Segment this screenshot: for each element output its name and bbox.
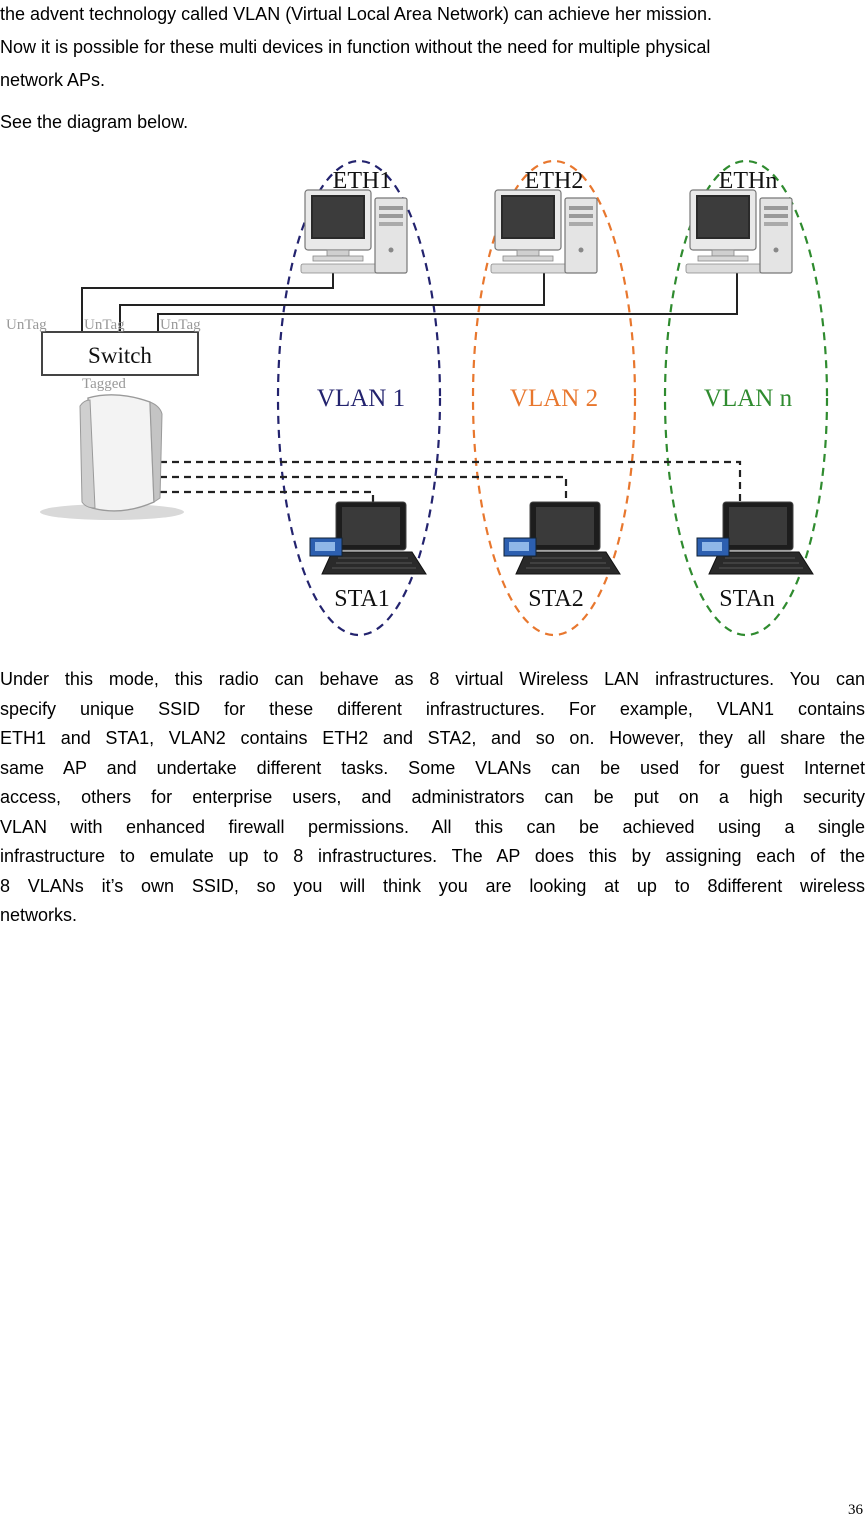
stan-laptop-icon — [697, 502, 813, 574]
sta2-label: STA2 — [528, 586, 584, 612]
body-line: networks. — [0, 905, 78, 925]
body-paragraph — [0, 665, 865, 931]
eth1-computer-icon — [301, 190, 407, 273]
stan-label: STAn — [719, 586, 775, 612]
body-line: access, others for enterprise users, and administrators can be put on a high security — [0, 787, 865, 807]
page-number: 36 — [848, 1502, 863, 1518]
wireless-links — [160, 462, 740, 502]
untag-label-2: UnTag — [84, 317, 125, 333]
intro-line-3: network APs. — [0, 70, 106, 90]
access-point-icon — [40, 395, 184, 520]
tagged-label: Tagged — [82, 376, 126, 392]
ethn-label: ETHn — [718, 168, 778, 194]
vlan2-label: VLAN 2 — [509, 385, 599, 412]
switch-label: Switch — [88, 343, 152, 368]
intro-line-1: the advent technology called VLAN (Virtual Local Area Network) can achieve her mission. — [0, 4, 713, 24]
ethn-computer-icon — [686, 190, 792, 273]
sta1-label: STA1 — [334, 586, 390, 612]
body-line: Under this mode, this radio can behave as 8 virtual Wireless LAN infrastructures. You can — [0, 669, 865, 689]
untag-label-1: UnTag — [6, 317, 47, 333]
eth2-computer-icon — [491, 190, 597, 273]
intro-line-2: Now it is possible for these multi devices in function without the need for multiple physical — [0, 37, 711, 57]
sta2-laptop-icon — [504, 502, 620, 574]
vlann-label: VLAN n — [703, 385, 793, 412]
untag-label-3: UnTag — [160, 317, 201, 333]
body-line: infrastructure to emulate up to 8 infrastructures. The AP does this by assigning each of the — [0, 846, 865, 866]
eth2-label: ETH2 — [524, 168, 584, 194]
body-line: VLAN with enhanced firewall permissions. All this can be achieved using a single — [0, 816, 865, 837]
body-line: ETH1 and STA1, VLAN2 contains ETH2 and STA2, and so on. However, they all share the — [0, 728, 865, 748]
eth1-label: ETH1 — [332, 168, 392, 194]
intro-line-4: See the diagram below. — [0, 112, 189, 132]
sta1-laptop-icon — [310, 502, 426, 574]
body-line: specify unique SSID for these different infrastructures. For example, VLAN1 contains — [0, 698, 865, 719]
vlan1-label: VLAN 1 — [316, 385, 406, 412]
vlan-diagram — [0, 150, 865, 645]
body-line: same AP and undertake different tasks. Some VLANs can be used for guest Internet — [0, 757, 865, 778]
body-line: 8 VLANs it’s own SSID, so you will think you are looking at up to 8different wireless — [0, 875, 865, 896]
